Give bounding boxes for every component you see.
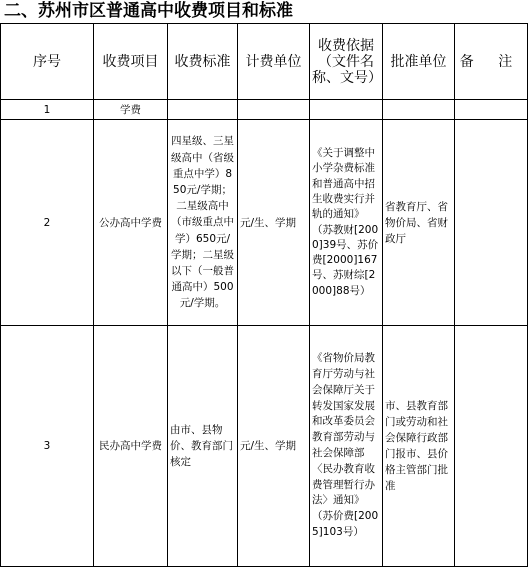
cell-seq: 2	[1, 120, 94, 326]
header-unit: 计费单位	[238, 24, 310, 100]
cell-seq: 1	[1, 100, 94, 120]
cell-item: 公办高中学费	[94, 120, 168, 326]
cell-standard: 由市、县物价、教育部门核定	[168, 326, 238, 567]
cell-basis: 《关于调整中小学杂费标准和普通高中招生收费实行并轨的通知》（苏教财[2000]39号、苏价费[2000]167号、苏财综[2000]88号）	[310, 120, 383, 326]
cell-unit: 元/生、学期	[238, 326, 310, 567]
section-title: 二、苏州市区普通高中收费项目和标准	[4, 1, 293, 21]
cell-item: 民办高中学费	[94, 326, 168, 567]
cell-authority: 市、县教育部门或劳动和社会保障行政部门报市、县价格主管部门批准	[383, 326, 455, 567]
table-row	[1, 326, 528, 567]
header-standard: 收费标准	[168, 24, 238, 100]
cell-seq: 3	[1, 326, 94, 567]
table-row	[1, 100, 528, 120]
cell-standard: 四星级、三星级高中（省级重点中学）850元/学期；二星级高中（市级重点中学）650元/学期；二星级以下（一般普通高中）500元/学期。	[168, 120, 238, 326]
header-note: 备 注	[455, 24, 528, 100]
cell-unit	[238, 100, 310, 120]
header-authority: 批准单位	[383, 24, 455, 100]
cell-item: 学费	[94, 100, 168, 120]
cell-note	[455, 120, 528, 326]
cell-note	[455, 100, 528, 120]
cell-standard	[168, 100, 238, 120]
cell-authority: 省教育厅、省物价局、省财政厅	[383, 120, 455, 326]
header-basis: 收费依据（文件名称、文号）	[310, 24, 383, 100]
cell-basis: 《省物价局教育厅劳动与社会保障厅关于转发国家发展和改革委员会教育部劳动与社会保障部〈民办教育收费管理暂行办法〉通知》（苏价费[2005]103号）	[310, 326, 383, 567]
fee-table	[0, 23, 528, 567]
table-header-row	[1, 24, 528, 100]
cell-authority	[383, 100, 455, 120]
cell-note	[455, 326, 528, 567]
cell-basis	[310, 100, 383, 120]
header-item: 收费项目	[94, 24, 168, 100]
cell-unit: 元/生、学期	[238, 120, 310, 326]
header-seq: 序号	[1, 24, 94, 100]
table-row	[1, 120, 528, 326]
